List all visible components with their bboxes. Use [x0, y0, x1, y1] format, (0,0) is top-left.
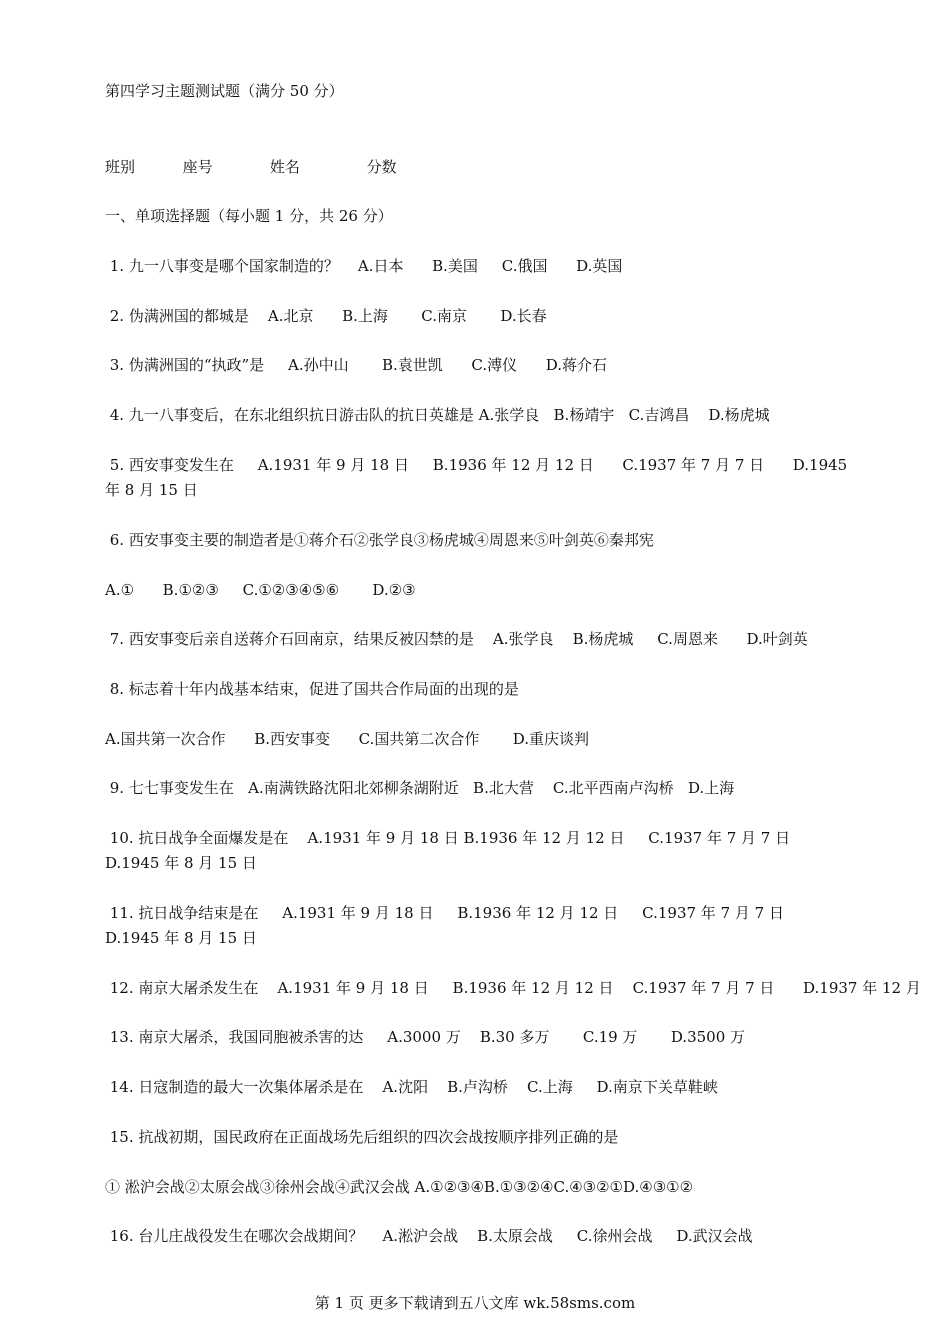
question-12: 12. 南京大屠杀发生在 A.1931 年 9 月 18 日 B.1936 年 12 月 12 日 C.1937 年 7 月 7 日 D.1937 年 12 月	[105, 979, 921, 997]
question-7: 7. 西安事变后亲自送蒋介石回南京，结果反被囚禁的是 A.张学良 B.杨虎城 C.周恩来 D.叶剑英	[105, 630, 808, 648]
question-13: 13. 南京大屠杀，我国同胞被杀害的达 A.3000 万 B.30 多万 C.19 万 D.3500 万	[105, 1028, 746, 1046]
question-10: 10. 抗日战争全面爆发是在 A.1931 年 9 月 18 日 B.1936 年 12 月 12 日 C.1937 年 7 月 7 日 D.1945 年 8 月 15 日	[105, 829, 819, 872]
question-15-options: ① 淞沪会战②太原会战③徐州会战④武汉会战 A.①②③④B.①③②④C.④③②①D.④③①②	[105, 1178, 694, 1196]
section-heading: 一、单项选择题（每小题 1 分，共 26 分）	[105, 207, 393, 225]
question-16: 16. 台儿庄战役发生在哪次会战期间？ A.淞沪会战 B.太原会战 C.徐州会战 D.武汉会战	[105, 1227, 753, 1245]
question-3: 3. 伪满洲国的“执政”是 A.孙中山 B.袁世凯 C.溥仪 D.蒋介石	[105, 356, 607, 374]
question-2: 2. 伪满洲国的都城是 A.北京 B.上海 C.南京 D.长春	[105, 307, 547, 325]
question-8-options: A.国共第一次合作 B.西安事变 C.国共第二次合作 D.重庆谈判	[105, 730, 589, 748]
question-9: 9. 七七事变发生在 A.南满铁路沈阳北郊柳条湖附近 B.北大营 C.北平西南卢沟桥 D.上海	[105, 779, 735, 797]
student-info-line: 班别 座号 姓名 分数	[105, 158, 397, 176]
question-5: 5. 西安事变发生在 A.1931 年 9 月 18 日 B.1936 年 12 月 12 日 C.1937 年 7 月 7 日 D.1945 年 8 月 15 日	[105, 456, 853, 499]
question-6-options: A.① B.①②③ C.①②③④⑤⑥ D.②③	[105, 581, 416, 599]
question-4: 4. 九一八事变后，在东北组织抗日游击队的抗日英雄是 A.张学良 B.杨靖宇 C.吉鸿昌 D.杨虎城	[105, 406, 770, 424]
question-11: 11. 抗日战争结束是在 A.1931 年 9 月 18 日 B.1936 年 12 月 12 日 C.1937 年 7 月 7 日 D.1945 年 8 月 15 日	[105, 904, 813, 947]
question-14: 14. 日寇制造的最大一次集体屠杀是在 A.沈阳 B.卢沟桥 C.上海 D.南京下关草鞋峡	[105, 1078, 718, 1096]
question-6: 6. 西安事变主要的制造者是①蒋介石②张学良③杨虎城④周恩来⑤叶剑英⑥秦邦宪	[105, 531, 654, 549]
page-title: 第四学习主题测试题（满分 50 分）	[105, 82, 344, 100]
page-footer: 第 1 页 更多下载请到五八文库 wk.58sms.com	[314, 1294, 636, 1312]
question-15: 15. 抗战初期，国民政府在正面战场先后组织的四次会战按顺序排列正确的是	[105, 1128, 619, 1146]
question-1: 1. 九一八事变是哪个国家制造的？ A.日本 B.美国 C.俄国 D.英国	[105, 257, 623, 275]
question-8: 8. 标志着十年内战基本结束，促进了国共合作局面的出现的是	[105, 680, 519, 698]
